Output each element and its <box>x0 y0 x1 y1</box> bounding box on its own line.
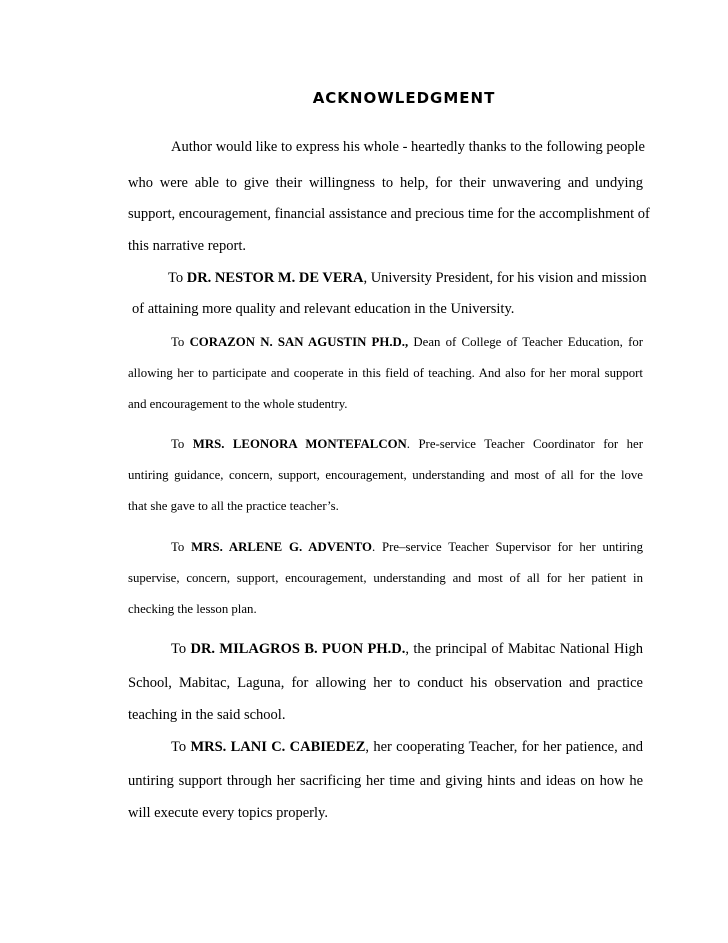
para-7-line-1-rest: , her cooperating Teacher, for her patience, and <box>365 739 643 755</box>
para-3-to: To <box>171 335 185 349</box>
para-1-line-1: Author would like to express his whole - heartedly thanks to the following people <box>171 139 645 155</box>
para-5-line-3: checking the lesson plan. <box>128 602 257 616</box>
para-6-line-1-rest: , the principal of Mabitac National High <box>405 641 643 657</box>
para-1-line-4: this narrative report. <box>128 238 246 254</box>
para-4-line-3: that she gave to all the practice teacher’s. <box>128 499 339 513</box>
para-6-name: DR. MILAGROS B. PUON PH.D. <box>190 641 406 657</box>
para-3-line-3: and encouragement to the whole studentry. <box>128 397 348 411</box>
para-3-line-2: allowing her to participate and cooperate in this field of teaching. And also for her moral support <box>128 366 643 380</box>
para-7-line-1 <box>171 738 643 756</box>
para-5-line-1-rest: . Pre–service Teacher Supervisor for her untiring <box>372 540 644 554</box>
para-1-line-2: who were able to give their willingness to help, for their unwavering and undying <box>128 175 643 191</box>
para-5-name: MRS. ARLENE G. ADVENTO <box>191 540 373 554</box>
para-7-to: To <box>171 739 187 755</box>
para-4-to: To <box>171 437 185 451</box>
para-4-line-2: untiring guidance, concern, support, encouragement, understanding and most of all for the love <box>128 468 643 482</box>
para-3-name: CORAZON N. SAN AGUSTIN PH.D., <box>189 335 409 349</box>
para-6-line-1 <box>171 640 643 658</box>
para-2-line-2: of attaining more quality and relevant education in the University. <box>132 301 515 317</box>
para-4-name: MRS. LEONORA MONTEFALCON <box>192 437 407 451</box>
para-4-line-1-rest: . Pre-service Teacher Coordinator for her <box>406 437 643 451</box>
para-2-name: DR. NESTOR M. DE VERA <box>186 270 364 286</box>
para-2-line-1 <box>168 269 647 287</box>
para-2-to: To <box>168 270 184 286</box>
para-2-line-1-rest: , University President, for his vision and mission <box>363 270 647 286</box>
para-3-line-1-rest: Dean of College of Teacher Education, for <box>408 335 643 349</box>
para-1-line-3: support, encouragement, financial assistance and precious time for the accomplishment of <box>128 206 650 222</box>
para-3-line-1 <box>171 333 643 351</box>
para-6-line-2: School, Mabitac, Laguna, for allowing her to conduct his observation and practice <box>128 675 643 691</box>
para-7-name: MRS. LANI C. CABIEDEZ <box>190 739 366 755</box>
para-5-to: To <box>171 540 185 554</box>
para-4-line-1 <box>171 435 643 453</box>
para-6-line-3: teaching in the said school. <box>128 707 286 723</box>
para-7-line-2: untiring support through her sacrificing her time and giving hints and ideas on how he <box>128 773 643 789</box>
para-5-line-1 <box>171 538 643 556</box>
page-title: ACKNOWLEDGMENT <box>312 89 496 107</box>
para-6-to: To <box>171 641 187 657</box>
para-5-line-2: supervise, concern, support, encouragement, understanding and most of all for her patient in <box>128 571 643 585</box>
para-7-line-3: will execute every topics properly. <box>128 805 328 821</box>
